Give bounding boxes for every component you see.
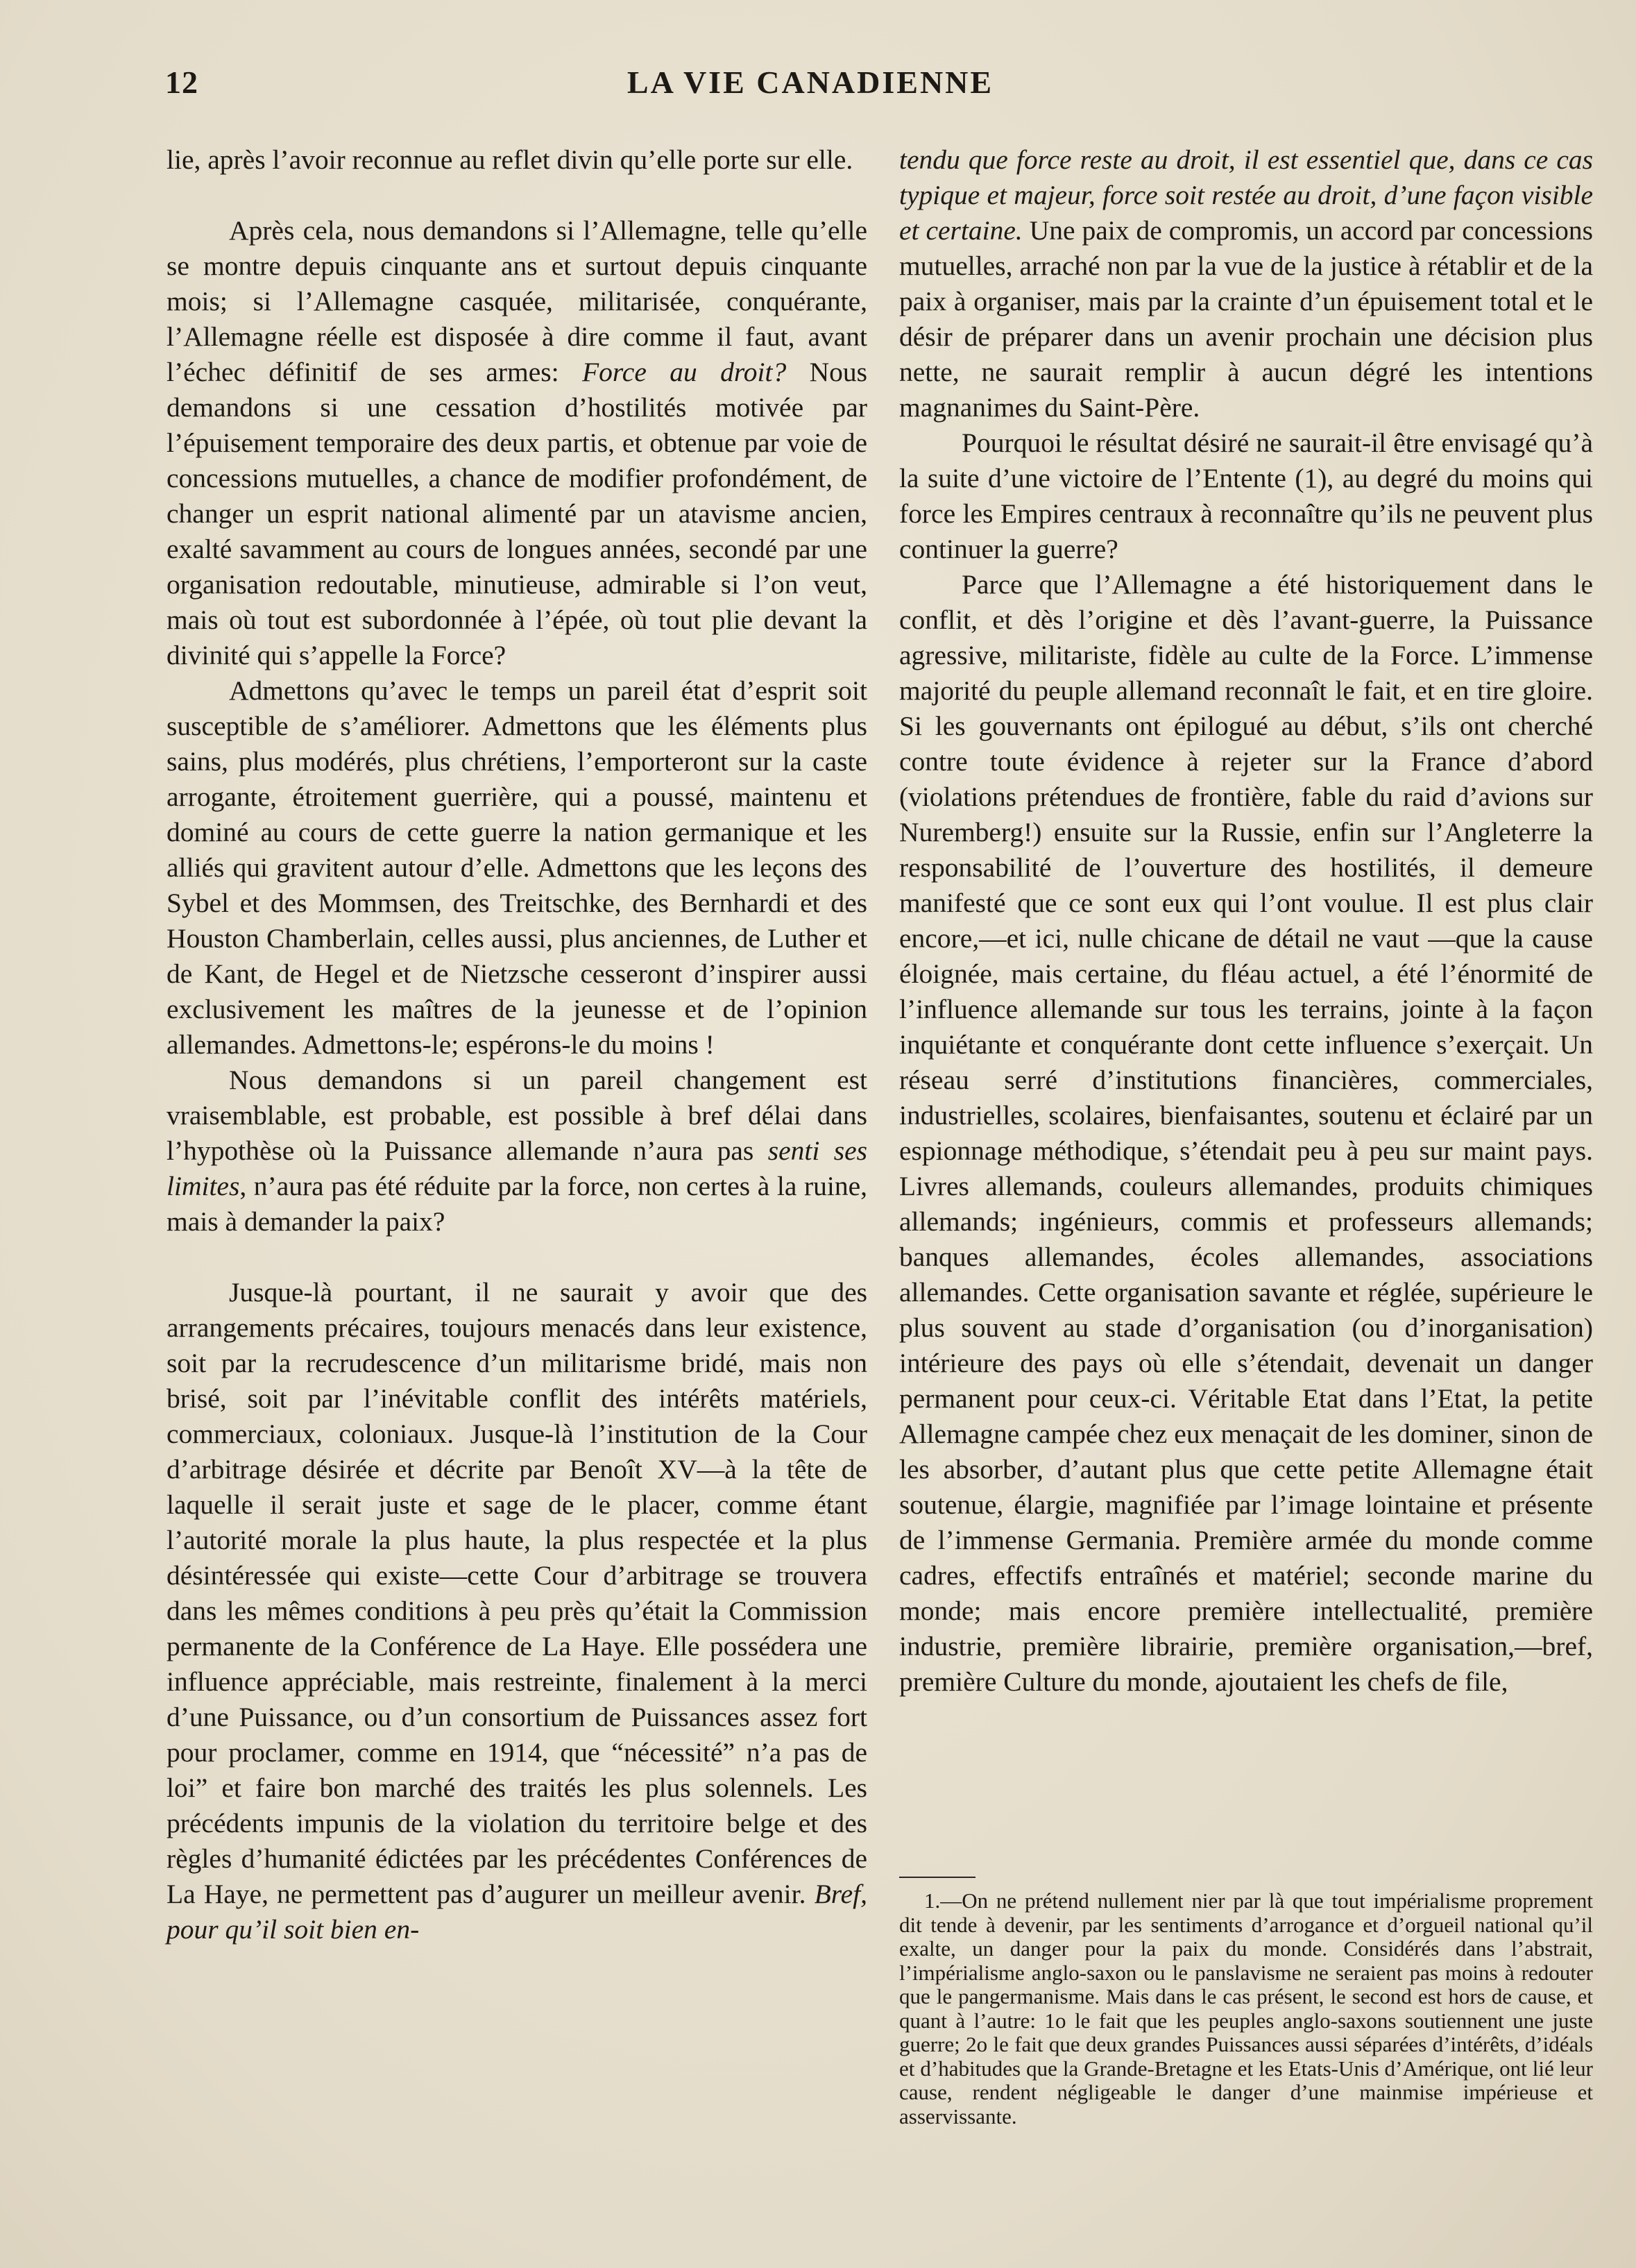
paragraph-text: Nous demandons si une cessation d’hostilités motivée par l’épuisement temporaire des deux partis, et obtenue par voie de concessions mutuelles, a chance de modifier profondément, de changer un esprit national alimenté par un atavisme ancien, exalté savamment au cours de longues années, secondé par une organisation redoutable, minutieuse, admirable si l’on veut, mais où tout est subordonnée à l’épée, où tout plie devant la divinité qui s’appelle la Force? bbox=[167, 357, 867, 670]
italic-phrase: Force au droit? bbox=[582, 357, 787, 387]
paragraph-text: Une paix de compromis, un accord par concessions mutuelles, arraché non par la vue de la justice à rétablir et de la paix à organiser, mais par la crainte d’un épuisement total et le désir de préparer dans un avenir prochain une décision plus nette, ne saurait remplir à aucun dégré les intentions magnanimes du Saint-Père. bbox=[899, 215, 1593, 423]
page-number: 12 bbox=[165, 65, 198, 100]
paragraph-text: Jusque-là pourtant, il ne saurait y avoir que des arrangements précaires, toujours menacés dans leur existence, soit par la recrudescence d’un militarisme bridé, mais non brisé, soit par l’inévitable conflit des intérêts matériels, commerciaux, coloniaux. Jusque-là l’institution de la Cour d’arbitrage désirée et décrite par Benoît XV—à la tête de laquelle il serait juste et sage de le placer, comme étant l’autorité morale la plus haute, la plus respectée et la plus désintéressée qui existe—cette Cour d’arbitrage se trouvera dans les mêmes conditions à peu près qu’était la Commission permanente de la Conférence de La Haye. Elle possédera une influence appréciable, mais restreinte, finalement à la merci d’une Puissance, ou d’un consortium de Puissances assez fort pour proclamer, comme en 1914, que “nécessité” n’a pas de loi” et faire bon marché des traités les plus solennels. Les précédents impunis de la violation du territoire belge et des règles d’humanité édictées par les précédentes Conférences de La Haye, ne permettent pas d’augurer un meilleur avenir. bbox=[167, 1277, 867, 1909]
paragraph-text: Après cela, nous demandons si l’Allemagne, telle qu’elle se montre depuis cinquante ans et surtout depuis cinquante mois; si l’Allemagne casquée, militarisée, conquérante, l’Allemagne réelle est disposée à dire comme il faut, avant l’échec définitif de ses armes: bbox=[167, 215, 867, 387]
paragraph-text: Nous demandons si un pareil changement est vraisemblable, est probable, est possible à bref délai dans l’hypothèse où la Puissance allemande n’aura pas bbox=[167, 1065, 867, 1166]
italic-phrase: tendu que force reste au droit, il est essentiel que, dans ce cas typique et majeur, force soit restée au droit, d’une façon visible et certaine. bbox=[899, 144, 1593, 246]
paragraph bbox=[167, 1275, 867, 1947]
italic-phrase: Bref, pour qu’il soit bien en- bbox=[167, 1879, 867, 1945]
footnote-divider bbox=[899, 1877, 975, 1878]
footnote bbox=[899, 1889, 1593, 2129]
running-title: LA VIE CANADIENNE bbox=[627, 65, 994, 100]
paragraph bbox=[899, 142, 1593, 425]
footnote-text: 1.—On ne prétend nullement nier par là que tout impérialisme proprement dit tende à devenir, par les sentiments d’arrogance et d’orgueil national qu’il exalte, un danger pour la paix du monde. Considérés dans l’abstrait, l’impérialisme anglo-saxon ou le panslavisme ne seraient pas moins à redouter que le pangermanisme. Mais dans le cas présent, le second est hors de cause, et quant à l’autre: 1o le fait que les peuples anglo-saxons soutiennent une juste guerre; 2o le fait que deux grandes Puissances aussi séparées d’intérêts, d’idéals et d’habitudes que la Grande-Bretagne et les Etats-Unis d’Amérique, ont lié leur cause, rendent négligeable le danger d’une mainmise impérieuse et asservissante. bbox=[899, 1888, 1593, 2129]
right-column bbox=[899, 142, 1593, 1700]
paragraph bbox=[167, 1063, 867, 1239]
italic-phrase: senti ses limites bbox=[167, 1135, 867, 1201]
paragraph-text: , n’aura pas été réduite par la force, non certes à la ruine, mais à demander la paix? bbox=[167, 1171, 867, 1237]
paragraph: Admettons qu’avec le temps un pareil état d’esprit soit susceptible de s’améliorer. Admettons que les éléments plus sains, plus modérés, plus chrétiens, l’emporteront sur la caste arrogante, étroitement guerrière, qui a poussé, maintenu et dominé au cours de cette guerre la nation germanique et les alliés qui gravitent autour d’elle. Admettons que les leçons des Sybel et des Mommsen, des Treitschke, des Bernhardi et des Houston Chamberlain, celles aussi, plus anciennes, de Luther et de Kant, de Hegel et de Nietzsche cesseront d’inspirer aussi exclusivement les maîtres de la jeunesse et de l’opinion allemandes. Admettons-le; espérons-le du moins ! bbox=[167, 675, 867, 1060]
paragraph: lie, après l’avoir reconnue au reflet divin qu’elle porte sur elle. bbox=[167, 144, 853, 175]
paragraph: Pourquoi le résultat désiré ne saurait-il être envisagé qu’à la suite d’une victoire de l’Entente (1), au degré du moins qui force les Empires centraux à reconnaître qu’ils ne peuvent plus continuer la guerre? bbox=[899, 428, 1593, 564]
paragraph bbox=[167, 213, 867, 673]
paragraph: Parce que l’Allemagne a été historiquement dans le conflit, et dès l’origine et dès l’avant-guerre, la Puissance agressive, militariste, fidèle au culte de la Force. L’immense majorité du peuple allemand reconnaît le fait, et en tire gloire. Si les gouvernants ont épilogué au début, s’ils ont cherché contre toute évidence à rejeter sur la France d’abord (violations prétendues de frontière, fable du raid d’avions sur Nuremberg!) ensuite sur la Russie, enfin sur l’Angleterre la responsabilité de l’ouverture des hostilités, il demeure manifesté que ce sont eux qui l’ont voulue. Il est plus clair encore,—et ici, nulle chicane de détail ne vaut —que la cause éloignée, mais certaine, du fléau actuel, a été l’énormité de l’influence allemande sur tous les terrains, jointe à la façon inquiétante et conquérante dont cette influence s’exerçait. Un réseau serré d’institutions financières, commerciales, industrielles, scolaires, bienfaisantes, soutenu et éclairé par un espionnage méthodique, s’étendait peu à peu sur maint pays. Livres allemands, couleurs allemandes, produits chimiques allemands; ingénieurs, commis et professeurs allemands; banques allemandes, écoles allemandes, associations allemandes. Cette organisation savante et réglée, supérieure le plus souvent au stade d’organisation (ou d’inorganisation) intérieure des pays où elle s’étendait, devenait un danger permanent pour ceux-ci. Véritable Etat dans l’Etat, la petite Allemagne campée chez eux menaçait de les dominer, sinon de les absorber, d’autant plus que cette petite Allemagne était soutenue, élargie, magnifiée par l’image lointaine et présente de l’immense Germania. Première armée du monde comme cadres, effectifs entraînés et matériel; seconde marine du monde; mais encore première intellectualité, première industrie, première librairie, première organisation,—bref, première Culture du monde, ajoutaient les chefs de file, bbox=[899, 569, 1593, 1697]
left-column bbox=[167, 142, 867, 1947]
page-header bbox=[165, 64, 1456, 112]
